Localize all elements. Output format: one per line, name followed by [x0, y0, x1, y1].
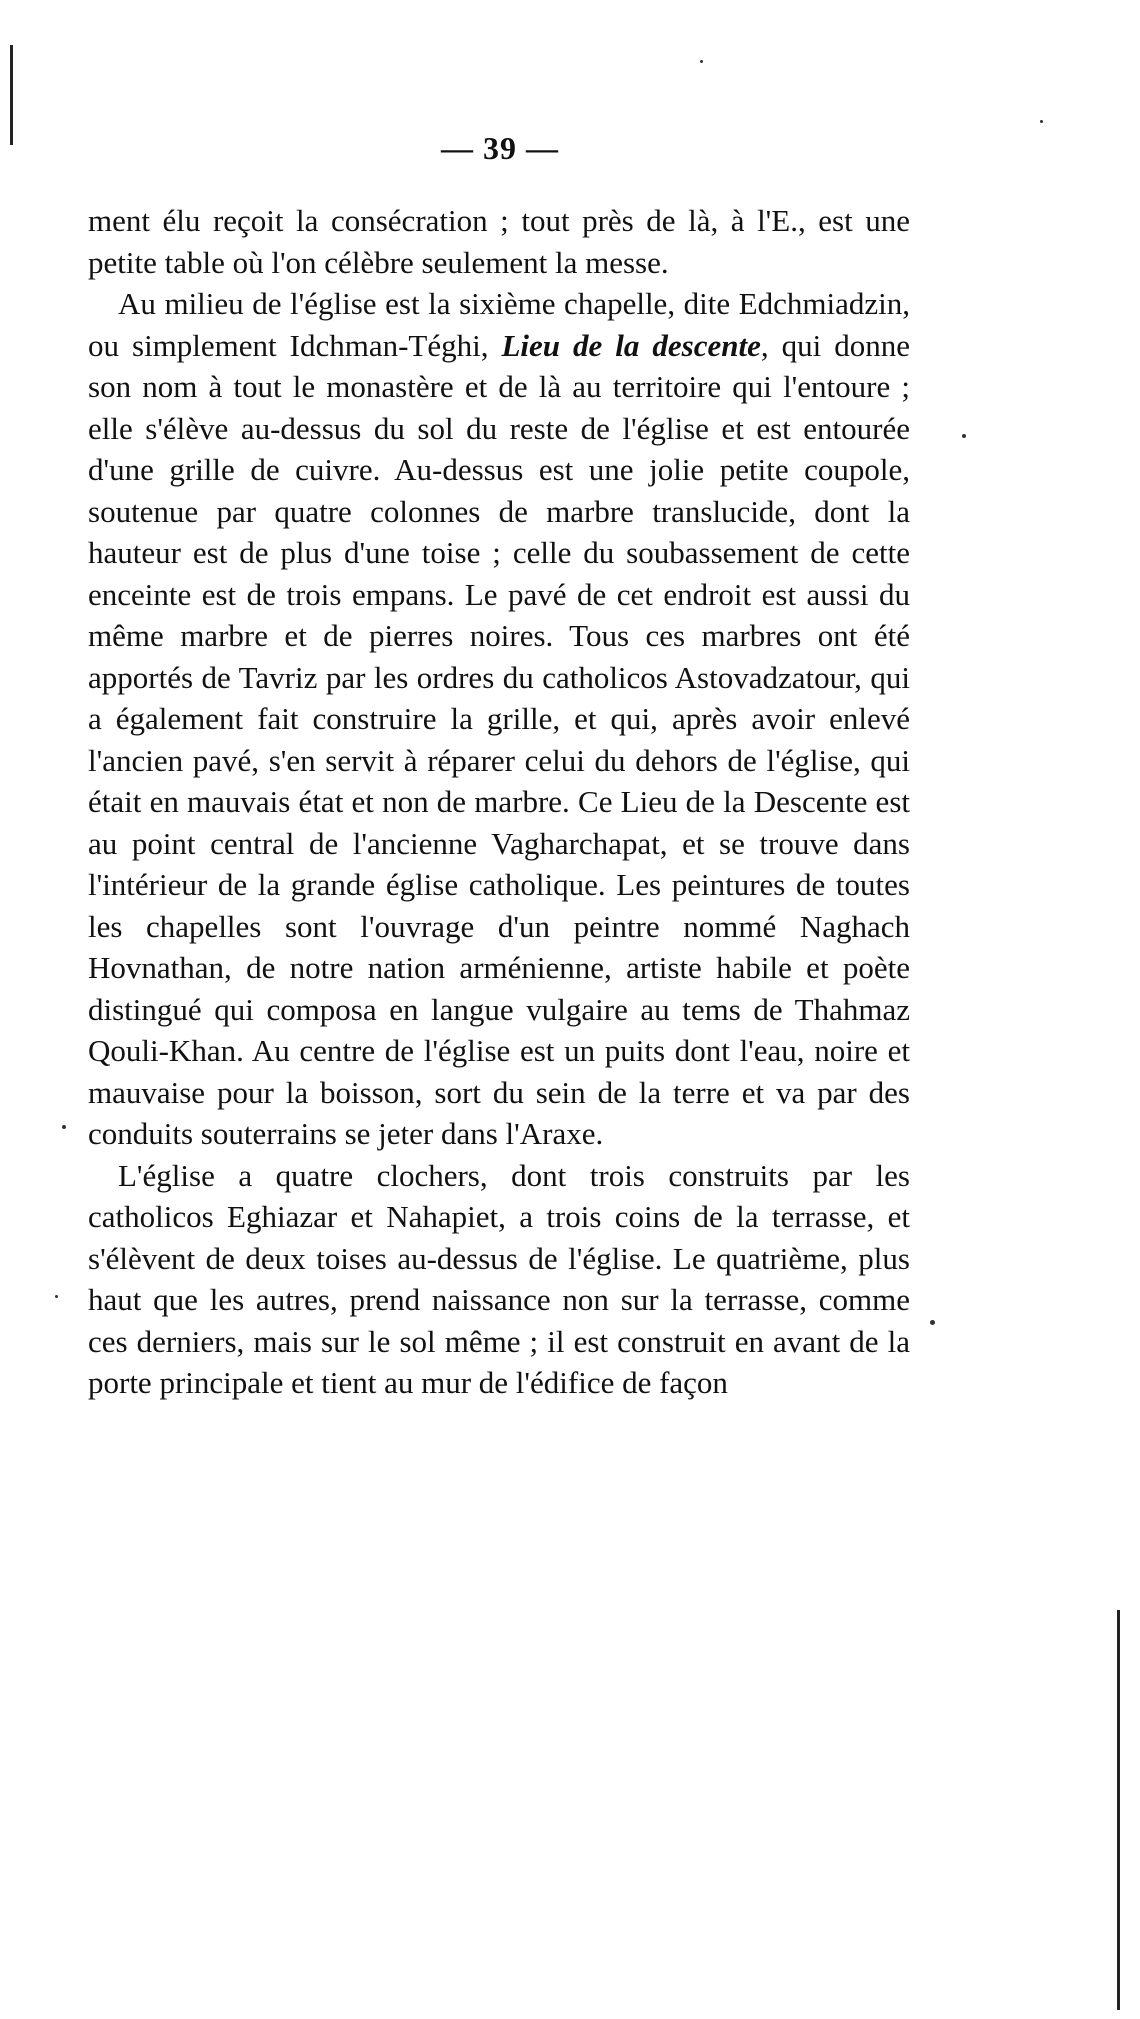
paragraph-3: L'église a quatre clochers, dont trois construits par les catholicos Eghiazar et Nahapiet, a trois coins de la terrasse, et s'élèvent de deux toises au-dessus de l'église. Le quatrième, plus haut que les autres, prend naissance non sur la terrasse, comme ces derniers, mais sur le sol même ; il est construit en avant de la porte principale et tient au mur de l'édifice de façon	[88, 1157, 910, 1400]
ink-speck	[962, 434, 966, 438]
italic-phrase: Lieu de la descente	[501, 327, 761, 363]
body-text	[88, 200, 910, 1404]
page-number: — 39 —	[441, 130, 559, 166]
ink-speck	[700, 60, 703, 63]
paragraph-1: ment élu reçoit la consécration ; tout près de là, à l'E., est une petite table où l'on célèbre seulement la messe.	[88, 203, 910, 280]
ink-speck	[62, 1125, 66, 1129]
page-edge-line-right	[1117, 1610, 1120, 2010]
paragraph-2-end: , qui donne son nom à tout le monastère et de là au territoire qui l'entoure ; elle s'élève au-dessus du sol du reste de l'église et est entourée d'une grille de cuivre. Au-dessus est une jolie petite coupole, soutenue par quatre colonnes de marbre translucide, dont la hauteur est de plus d'une toise ; celle du soubassement de cette enceinte est de trois empans. Le pavé de cet endroit est aussi du même marbre et de pierres noires. Tous ces marbres ont été apportés de Tavriz par les ordres du catholicos Astovadzatour, qui a également fait construire la grille, et qui, après avoir enlevé l'ancien pavé, s'en servit à réparer celui du dehors de l'église, qui était en mauvais état et non de marbre. Ce Lieu de la Descente est au point central de l'ancienne Vagharchapat, et se trouve dans l'intérieur de la grande église catholique. Les peintures de toutes les chapelles sont l'ouvrage d'un peintre nommé Naghach Hovnathan, de notre nation arménienne, artiste habile et poète distingué qui composa en langue vulgaire au tems de Thahmaz Qouli-Khan. Au centre de l'église est un puits dont l'eau, noire et mauvaise pour la boisson, sort du sein de la terre et va par des conduits souterrains se jeter dans l'Araxe.	[88, 327, 910, 1151]
ink-speck	[1040, 120, 1043, 123]
paragraph-2-start: Au milieu de l'église est la sixième chapelle, dite Edchmiadzin, ou simplement Idchman-Téghi,	[88, 286, 910, 363]
paragraph-2	[88, 283, 910, 1155]
ink-speck	[930, 1320, 935, 1325]
ink-speck	[55, 1295, 58, 1298]
